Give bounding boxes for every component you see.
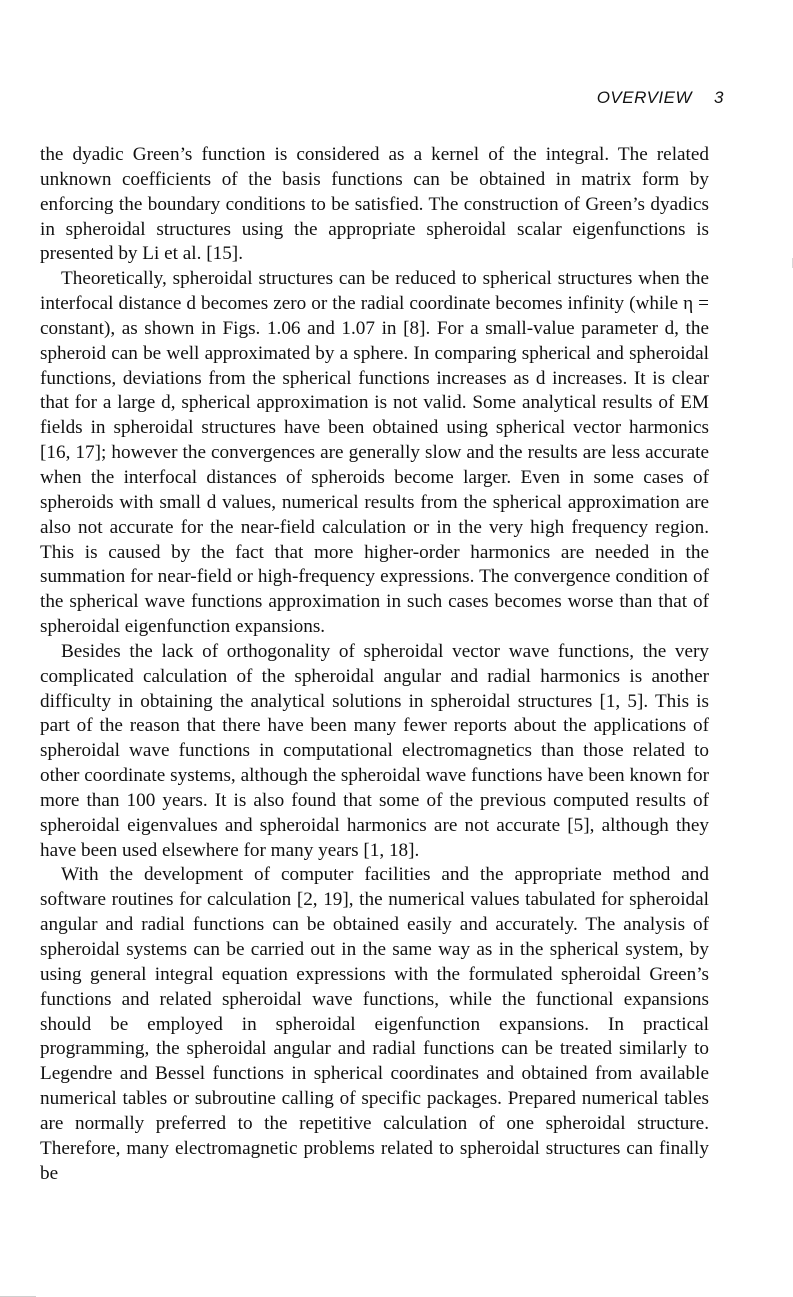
paragraph-continued: the dyadic Green’s function is considered as a kernel of the integral. The related unknown coefficients of the basis functions can be obtained in matrix form by enforcing the boundary conditions to be satisfied. The construction of Green’s dyadics in spheroidal structures using the appropriate spheroidal scalar eigenfunctions is presented by Li et al. [15].: [40, 144, 709, 265]
body-text: [40, 143, 709, 1186]
running-head: [597, 88, 724, 108]
paragraph-orthogonality: Besides the lack of orthogonality of spheroidal vector wave functions, the very complicated calculation of the spheroidal angular and radial harmonics is another difficulty in obtaining the analytical solutions in spheroidal structures [1, 5]. This is part of the reason that there have been many fewer reports about the applications of spheroidal wave functions in computational electromagnetics than those related to other coordinate systems, although the spheroidal wave functions have been known for more than 100 years. It is also found that some of the previous computed results of spheroidal eigenvalues and spheroidal harmonics are not accurate [5], although they have been used elsewhere for many years [1, 18].: [40, 640, 709, 861]
paragraph-spherical-approximation: Theoretically, spheroidal structures can be reduced to spherical structures when the interfocal distance d becomes zero or the radial coordinate becomes infinity (while η = constant), as shown in Figs. 1.06 and 1.07 in [8]. For a small-value parameter d, the spheroid can be well approximated by a sphere. In comparing spherical and spheroidal functions, deviations from the spherical functions increases as d increases. It is clear that for a large d, spherical approximation is not valid. Some analytical results of EM fields in spheroidal structures have been obtained using spherical vector harmonics [16, 17]; however the convergences are generally slow and the results are less accurate when the interfocal distances of spheroids become larger. Even in some cases of spheroids with small d values, numerical results from the spherical approximation are also not accurate for the near-field calculation or in the very high frequency region. This is caused by the fact that more higher-order harmonics are needed in the summation for near-field or high-frequency expressions. The convergence condition of the spherical wave functions approximation in such cases becomes worse than that of spheroidal eigenfunction expansions.: [40, 268, 709, 638]
section-title: OVERVIEW: [596, 88, 693, 107]
paragraph-computer-facilities: With the development of computer facilities and the appropriate method and software routines for calculation [2, 19], the numerical values tabulated for spheroidal angular and radial functions can be obtained easily and accurately. The analysis of spheroidal systems can be carried out in the same way as in the spherical system, by using general integral equation expressions with the formulated spheroidal Green’s functions and related spheroidal wave functions, while the functional expansions should be employed in spheroidal eigenfunction expansions. In practical programming, the spheroidal angular and radial functions can be treated similarly to Legendre and Bessel functions in spherical coordinates and obtained from available numerical tables or subroutine calling of specific packages. Prepared numerical tables are normally preferred to the repetitive calculation of one spheroidal structure. Therefore, many electromagnetic problems related to spheroidal structures can finally be: [40, 864, 709, 1184]
page-number: 3: [714, 88, 724, 107]
